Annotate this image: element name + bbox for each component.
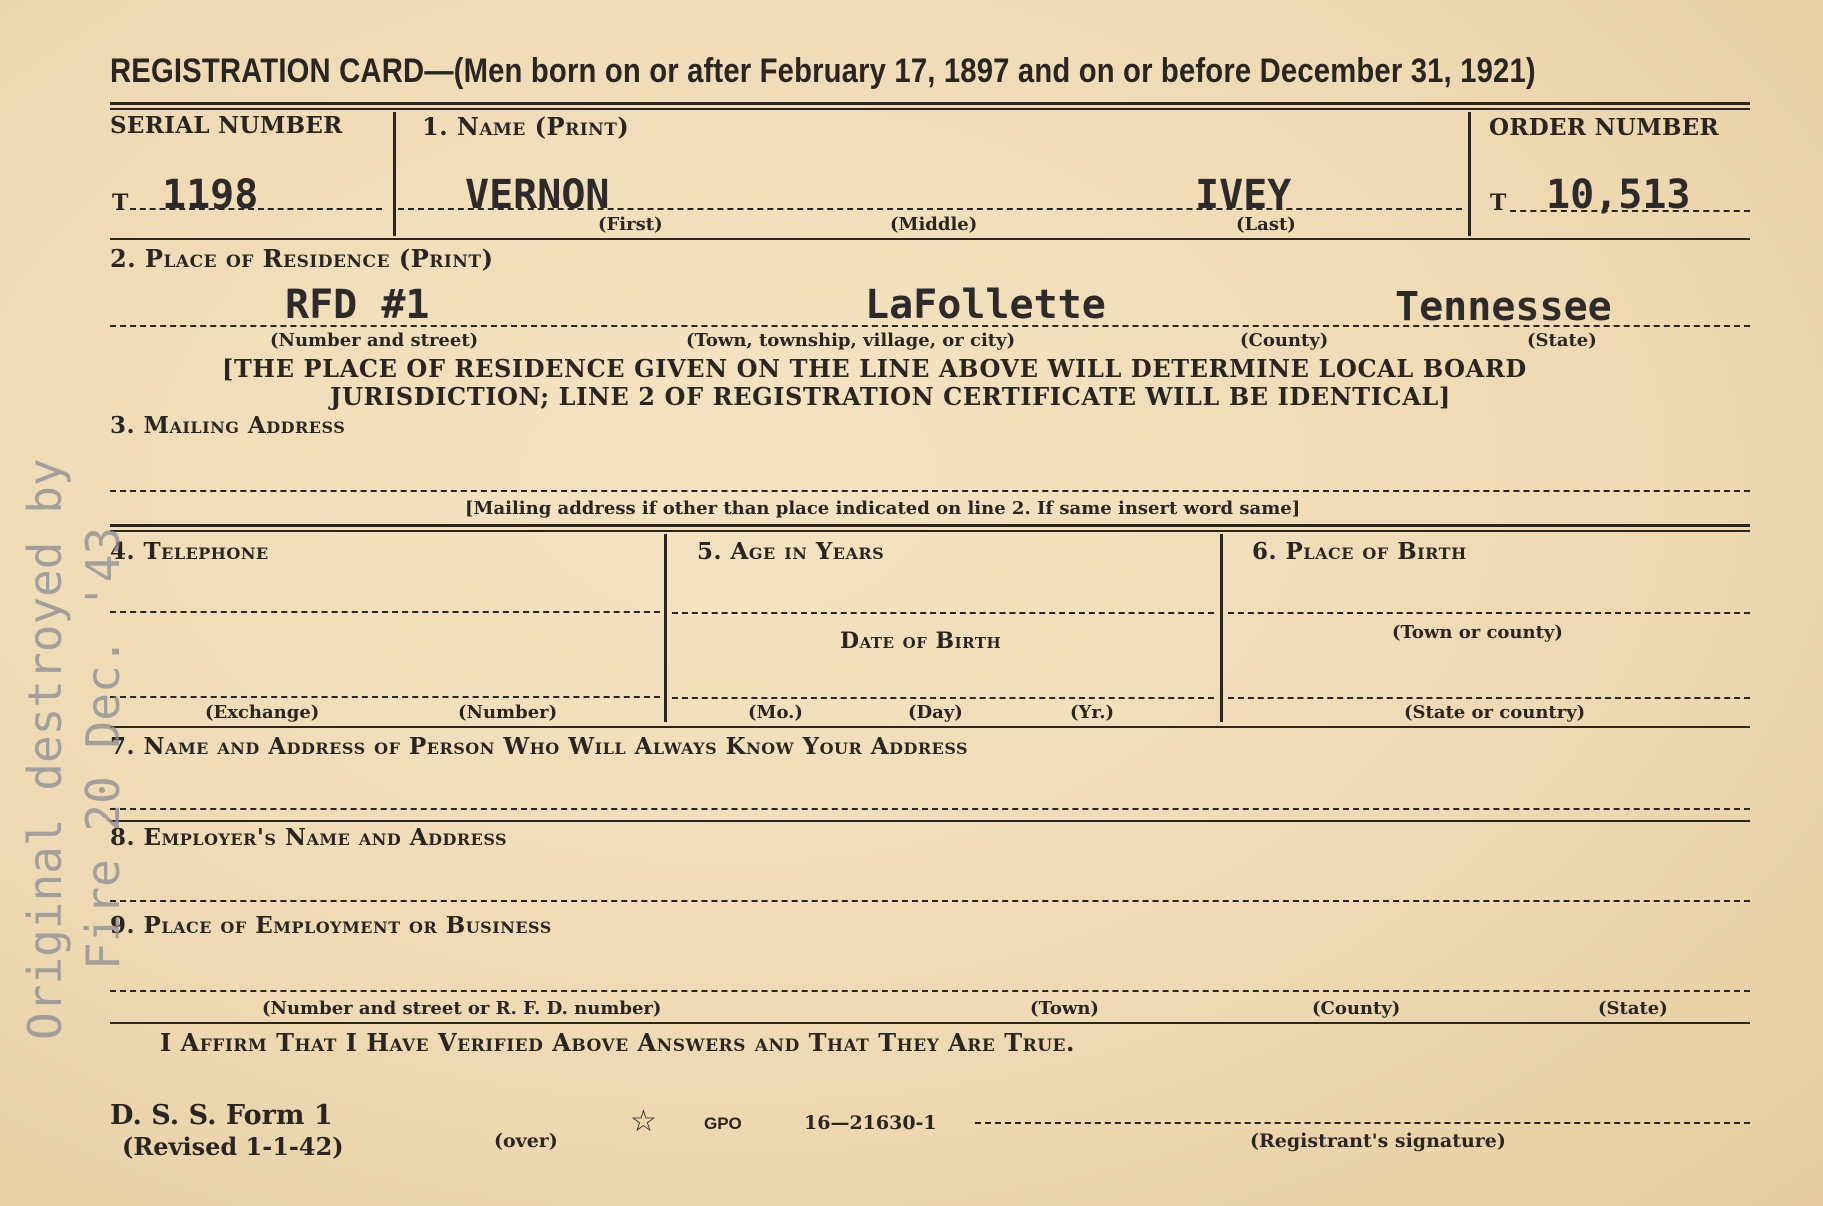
affirmation-text: I Affirm That I Have Verified Above Answers and That They Are True. <box>160 1028 1075 1057</box>
employment-place-label: 9. Place of Employment or Business <box>110 912 552 939</box>
signature-caption: (Registrant's signature) <box>1250 1130 1506 1152</box>
first-name-value: VERNON <box>465 172 610 218</box>
divider <box>393 112 396 236</box>
day-caption: (Day) <box>908 702 963 723</box>
first-caption: (First) <box>598 214 663 235</box>
row-rule-thin <box>110 530 1750 532</box>
residence-town-value: LaFollette <box>865 282 1106 328</box>
birth-state-caption: (State or country) <box>1404 702 1586 723</box>
telephone-label: 4. Telephone <box>110 538 269 565</box>
mailing-line <box>110 490 1750 492</box>
middle-caption: (Middle) <box>890 214 978 235</box>
title-rule-thin <box>110 108 1750 110</box>
mailing-address-label: 3. Mailing Address <box>110 412 346 439</box>
gpo-mark: GPO <box>704 1114 742 1133</box>
order-number-value: 10,513 <box>1546 172 1691 218</box>
date-of-birth-label: Date of Birth <box>840 628 1002 654</box>
employment-state-caption: (State) <box>1598 998 1668 1019</box>
row-rule <box>110 238 1750 240</box>
serial-number-label: SERIAL NUMBER <box>110 112 343 139</box>
jurisdiction-notice-line2: JURISDICTION; LINE 2 OF REGISTRATION CERTIFICATE WILL BE IDENTICAL] <box>330 382 1451 411</box>
name-line <box>398 208 1462 210</box>
employment-line <box>110 990 1750 992</box>
card-title: REGISTRATION CARD—(Men born on or after February 17, 1897 and on or before December 31, 1921) <box>110 52 1536 90</box>
name-label: 1. Name (Print) <box>422 112 630 141</box>
divider <box>1220 534 1223 722</box>
month-caption: (Mo.) <box>748 702 803 723</box>
residence-street-caption: (Number and street) <box>270 330 479 351</box>
employment-town-caption: (Town) <box>1030 998 1099 1019</box>
residence-county-caption: (County) <box>1240 330 1329 351</box>
birth-town-caption: (Town or county) <box>1392 622 1563 643</box>
age-label: 5. Age in Years <box>697 538 885 565</box>
year-caption: (Yr.) <box>1070 702 1114 723</box>
dob-line <box>672 697 1214 699</box>
residence-line <box>110 325 1750 327</box>
birthplace-line <box>1228 612 1750 614</box>
row-rule <box>110 820 1750 822</box>
employment-county-caption: (County) <box>1312 998 1401 1019</box>
row-rule <box>110 726 1750 728</box>
contact-line <box>110 808 1750 810</box>
number-caption: (Number) <box>458 702 558 723</box>
serial-prefix: T <box>112 190 129 216</box>
age-line <box>672 612 1214 614</box>
exchange-caption: (Exchange) <box>205 702 320 723</box>
over-note: (over) <box>494 1130 558 1152</box>
row-rule <box>110 1022 1750 1024</box>
residence-street-value: RFD #1 <box>285 282 430 328</box>
employer-label: 8. Employer's Name and Address <box>110 824 508 851</box>
form-number: D. S. S. Form 1 <box>110 1100 333 1131</box>
serial-number-value: 1198 <box>162 172 259 218</box>
jurisdiction-notice-line1: [THE PLACE OF RESIDENCE GIVEN ON THE LINE ABOVE WILL DETERMINE LOCAL BOARD <box>222 354 1527 383</box>
last-caption: (Last) <box>1236 214 1296 235</box>
telephone-line <box>110 696 660 698</box>
serial-line <box>130 208 382 210</box>
divider <box>664 534 667 722</box>
mailing-caption: [Mailing address if other than place indicated on line 2. If same insert word same] <box>465 498 1301 519</box>
row-rule <box>110 524 1750 527</box>
birthplace-line <box>1228 697 1750 699</box>
destroyed-stamp-line1: Original destroyed by <box>18 458 72 1040</box>
signature-line <box>975 1122 1750 1124</box>
residence-state-caption: (State) <box>1527 330 1597 351</box>
title-rule <box>110 102 1750 105</box>
order-line <box>1510 210 1750 212</box>
order-prefix: T <box>1490 190 1507 216</box>
residence-town-caption: (Town, township, village, or city) <box>686 330 1016 351</box>
residence-state-value: Tennessee <box>1395 284 1612 330</box>
place-of-birth-label: 6. Place of Birth <box>1252 538 1467 565</box>
telephone-line <box>110 611 660 613</box>
residence-label: 2. Place of Residence (Print) <box>110 244 494 273</box>
destroyed-stamp-line2: Fire 20 Dec. '43 <box>76 526 130 970</box>
contact-person-label: 7. Name and Address of Person Who Will Always Know Your Address <box>110 733 969 760</box>
order-number-label: ORDER NUMBER <box>1489 114 1719 141</box>
last-name-value: IVEY <box>1195 172 1292 218</box>
employer-line <box>110 900 1750 902</box>
divider <box>1468 112 1471 236</box>
print-code: 16—21630-1 <box>804 1112 937 1134</box>
employment-street-caption: (Number and street or R. F. D. number) <box>262 998 662 1019</box>
form-revision: (Revised 1-1-42) <box>122 1132 344 1161</box>
star-icon: ☆ <box>630 1104 657 1139</box>
